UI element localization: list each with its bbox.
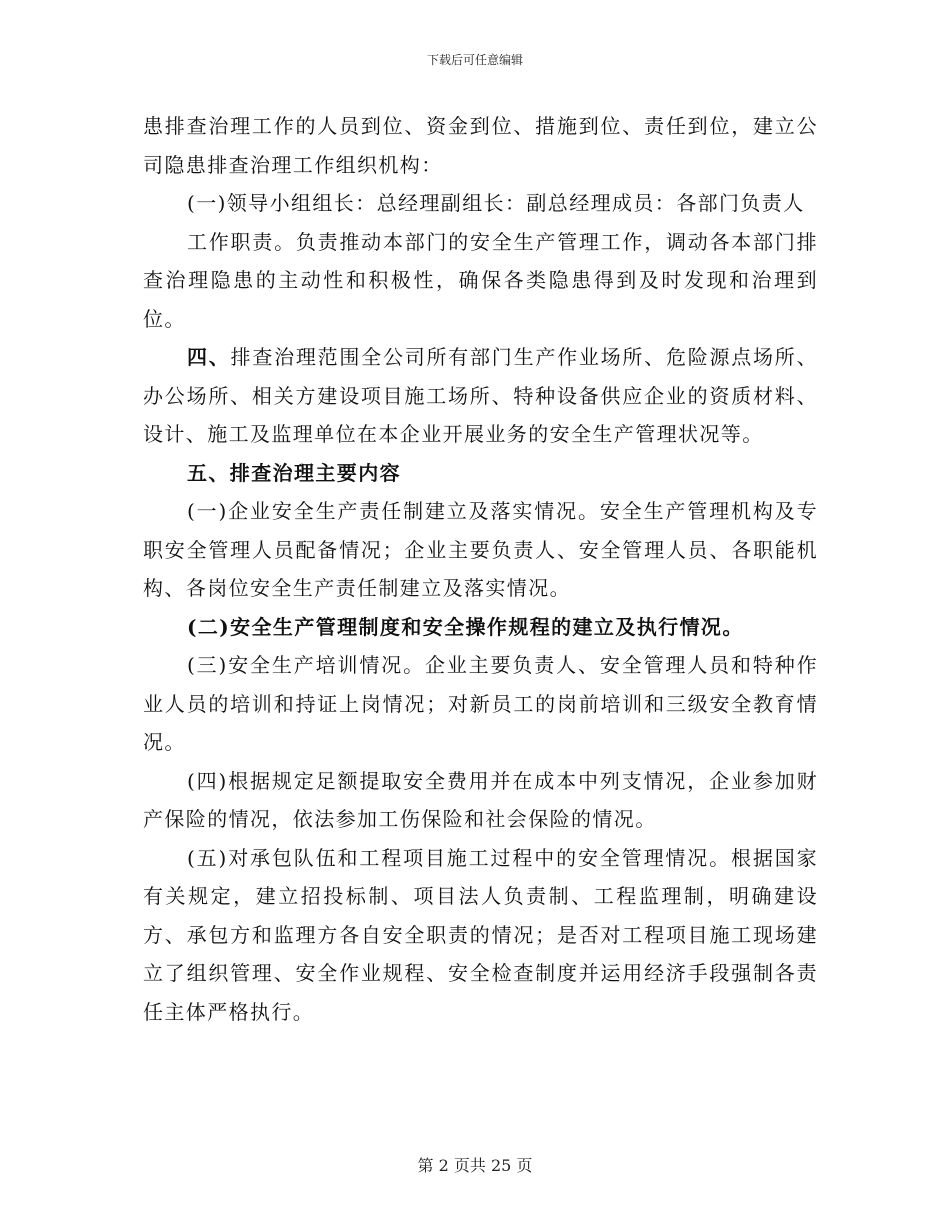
paragraph-7-bold: (二)安全生产管理制度和安全操作规程的建立及执行情况。 bbox=[187, 614, 744, 639]
paragraph-8: (三)安全生产培训情况。企业主要负责人、安全管理人员和特种作业人员的培训和持证上岗情况；对新员工的岗前培训和三级安全教育情况。 bbox=[143, 653, 818, 754]
paragraph-4 bbox=[143, 338, 818, 454]
page-header: 下载后可任意编辑 bbox=[426, 53, 523, 67]
section-5-heading: 五、排查治理主要内容 bbox=[187, 460, 401, 485]
paragraph-6: (一)企业安全生产责任制建立及落实情况。安全生产管理机构及专职安全管理人员配备情况；企业主要负责人、安全管理人员、各职能机构、各岗位安全生产责任制建立及落实情况。 bbox=[143, 499, 818, 600]
document-body bbox=[143, 107, 818, 1031]
paragraph-9: (四)根据规定足额提取安全费用并在成本中列支情况，企业参加财产保险的情况，依法参加工伤保险和社会保险的情况。 bbox=[143, 768, 818, 831]
paragraph-10: (五)对承包队伍和工程项目施工过程中的安全管理情况。根据国家有关规定，建立招投标制、项目法人负责制、工程监理制，明确建设方、承包方和监理方各自安全职责的情况；是否对工程项目施工现场建立了组织管理、安全作业规程、安全检查制度并运用经济手段强制各责任主体严格执行。 bbox=[143, 845, 818, 1024]
section-4-number: 四、 bbox=[187, 345, 231, 369]
page-footer: 第 2 页共 25 页 bbox=[417, 1156, 533, 1175]
paragraph-3: 工作职责。负责推动本部门的安全生产管理工作，调动各本部门排查治理隐患的主动性和积极性，确保各类隐患得到及时发现和治理到位。 bbox=[143, 229, 818, 331]
paragraph-2: (一)领导小组组长：总经理副组长：副总经理成员：各部门负责人 bbox=[187, 191, 805, 215]
section-4-text: 排查治理范围全公司所有部门生产作业场所、危险源点场所、办公场所、相关方建设项目施工场所、特种设备供应企业的资质材料、设计、施工及监理单位在本企业开展业务的安全生产管理状况等。 bbox=[143, 345, 818, 446]
paragraph-1: 患排查治理工作的人员到位、资金到位、措施到位、责任到位，建立公司隐患排查治理工作组织机构： bbox=[143, 114, 818, 177]
